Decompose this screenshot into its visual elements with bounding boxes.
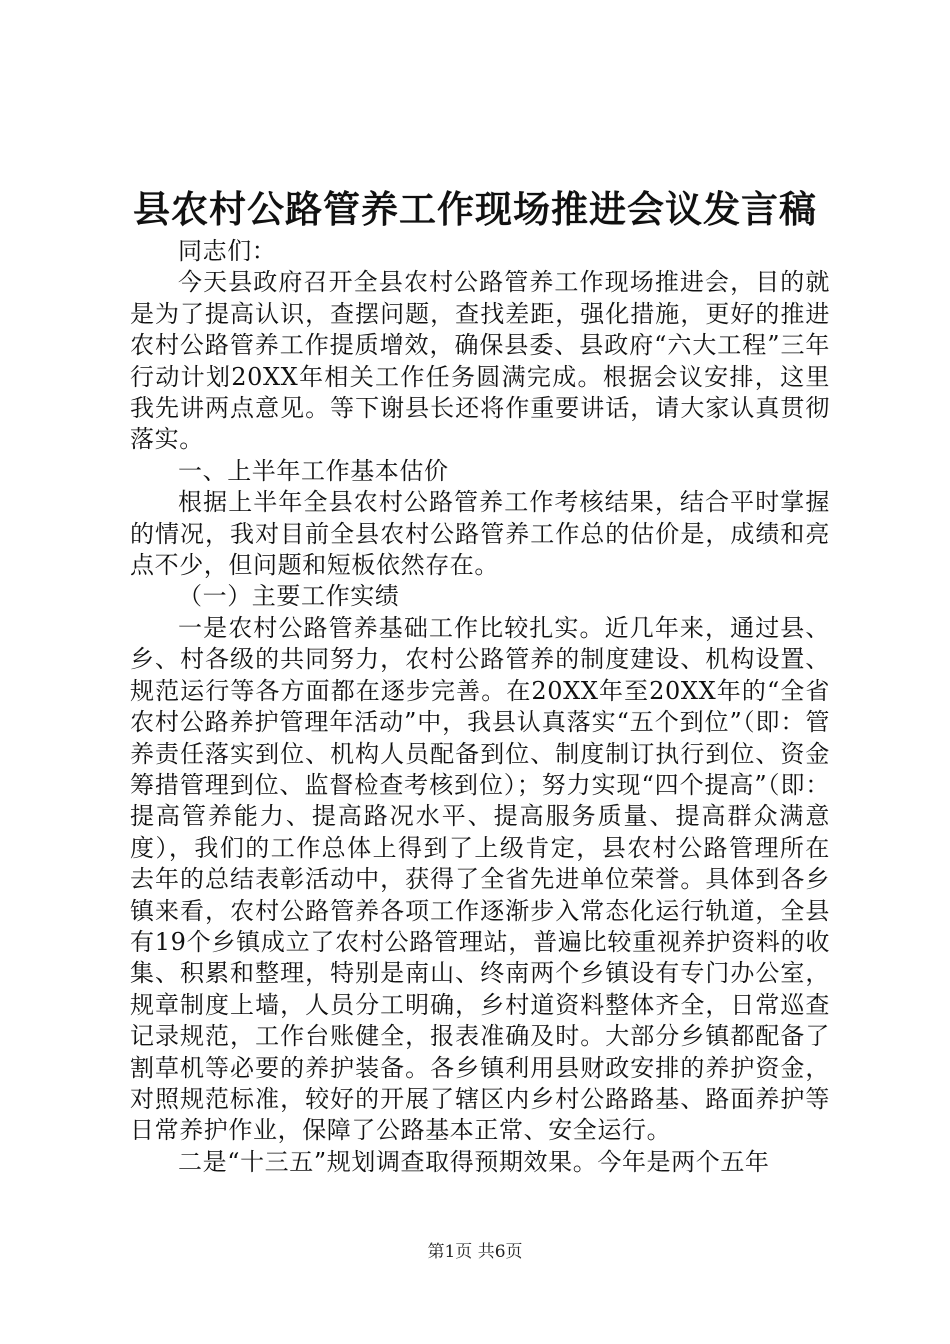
section-heading-1: 一、上半年工作基本估价	[178, 456, 449, 485]
subsection-heading-1: （一）主要工作实绩	[178, 582, 400, 611]
page-footer: 第1页 共6页	[427, 1242, 523, 1262]
paragraph-intro: 今天县政府召开全县农村公路管养工作现场推进会，目的就是为了提高认识，查摆问题，查找差距，强化措施，更好的推进农村公路管养工作提质增效，确保县委、县政府“六大工程”三年行动计划20XX年相关工作任务圆满完成。根据会议安排，这里我先讲两点意见。等下谢县长还将作重要讲话，请大家认真贯彻落实。	[130, 268, 830, 454]
document-body	[130, 236, 830, 1178]
paragraph-achievement-2: 二是“十三五”规划调查取得预期效果。今年是两个五年	[178, 1147, 770, 1176]
paragraph-achievement-1: 一是农村公路管养基础工作比较扎实。近几年来，通过县、乡、村各级的共同努力，农村公路管养的制度建设、机构设置、规范运行等各方面都在逐步完善。在20XX年至20XX年的“全省农村公路养护管理年活动”中，我县认真落实“五个到位”（即：管养责任落实到位、机构人员配备到位、制度制订执行到位、资金筹措管理到位、监督检查考核到位）；努力实现“四个提高”（即：提高管养能力、提高路况水平、提高服务质量、提高群众满意度），我们的工作总体上得到了上级肯定，县农村公路管理所在去年的总结表彰活动中，获得了全省先进单位荣誉。具体到各乡镇来看，农村公路管养各项工作逐渐步入常态化运行轨道，全县有19个乡镇成立了农村公路管理站，普遍比较重视养护资料的收集、积累和整理，特别是南山、终南两个乡镇设有专门办公室，规章制度上墙，人员分工明确，乡村道资料整体齐全，日常巡查记录规范，工作台账健全，报表准确及时。大部分乡镇都配备了割草机等必要的养护装备。各乡镇利用县财政安排的养护资金，对照规范标准，较好的开展了辖区内乡村公路路基、路面养护等日常养护作业，保障了公路基本正常、安全运行。	[130, 613, 830, 1145]
paragraph-assessment: 根据上半年全县农村公路管养工作考核结果，结合平时掌握的情况，我对目前全县农村公路管养工作总的估价是，成绩和亮点不少，但问题和短板依然存在。	[130, 488, 830, 580]
salutation: 同志们：	[178, 237, 277, 265]
document-title: 县农村公路管养工作现场推进会议发言稿	[133, 187, 817, 231]
